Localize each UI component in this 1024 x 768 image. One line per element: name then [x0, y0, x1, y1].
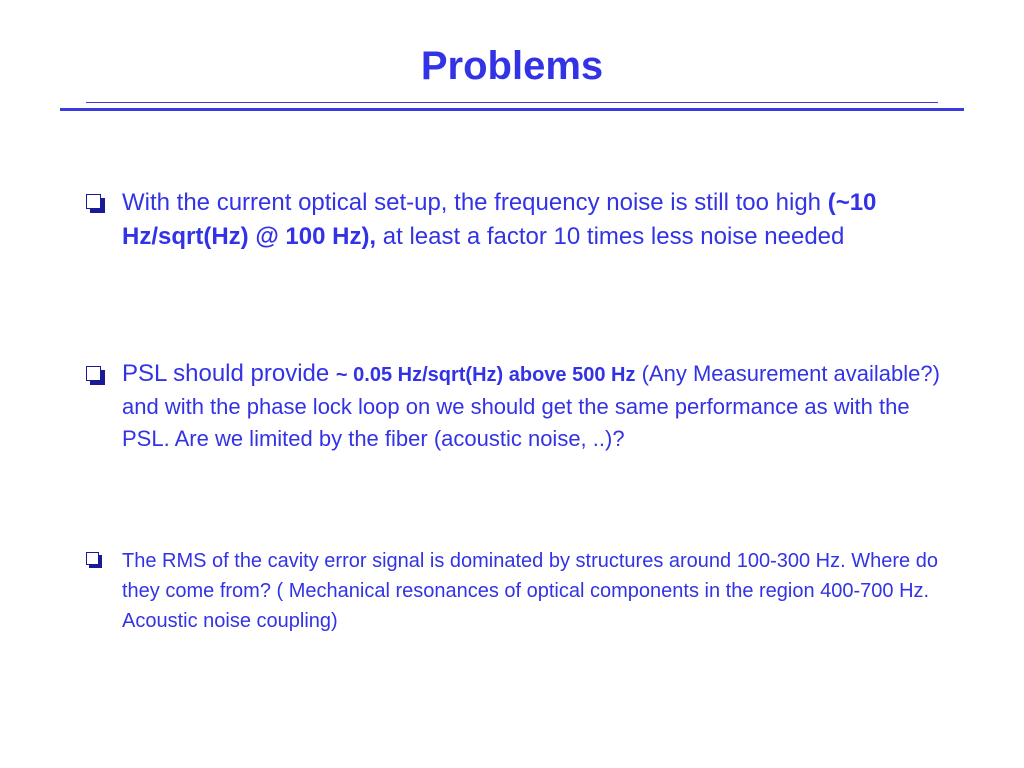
bullet-item-2-text: PSL should provide [122, 360, 336, 387]
bullet-item-1-text: With the current optical set-up, the frequency noise is still too high [122, 189, 828, 216]
bullet-item-2-rest: (Any Measurement available?) and with the phase lock loop on we should get the same performance as with the PSL. Are we limited by the fiber (acoustic noise, ..)? [122, 361, 940, 451]
bullet-item-1 [122, 186, 942, 254]
bullet-item-1-bold: (~10 Hz/sqrt(Hz) @ 100 Hz), [122, 189, 877, 250]
bullet-item-3 [122, 546, 942, 636]
slide-title: Problems [420, 44, 604, 88]
title-divider-thin [86, 102, 938, 103]
bullet-checkbox-icon-2 [86, 366, 106, 386]
bullet-item-1-rest: at least a factor 10 times less noise needed [376, 223, 845, 250]
bullet-item-3-text: The RMS of the cavity error signal is dominated by structures around 100-300 Hz. Where do they come from? ( Mechanical resonances of optical components in the region 400-700 Hz. Acoustic noise coupling) [122, 550, 938, 632]
bullet-item-2 [122, 358, 952, 455]
bullet-item-2-bold: ~ 0.05 Hz/sqrt(Hz) above 500 Hz [335, 364, 636, 386]
title-divider-thick [60, 108, 964, 111]
bullet-checkbox-icon-3 [86, 552, 106, 570]
bullet-checkbox-icon-1 [86, 194, 106, 214]
